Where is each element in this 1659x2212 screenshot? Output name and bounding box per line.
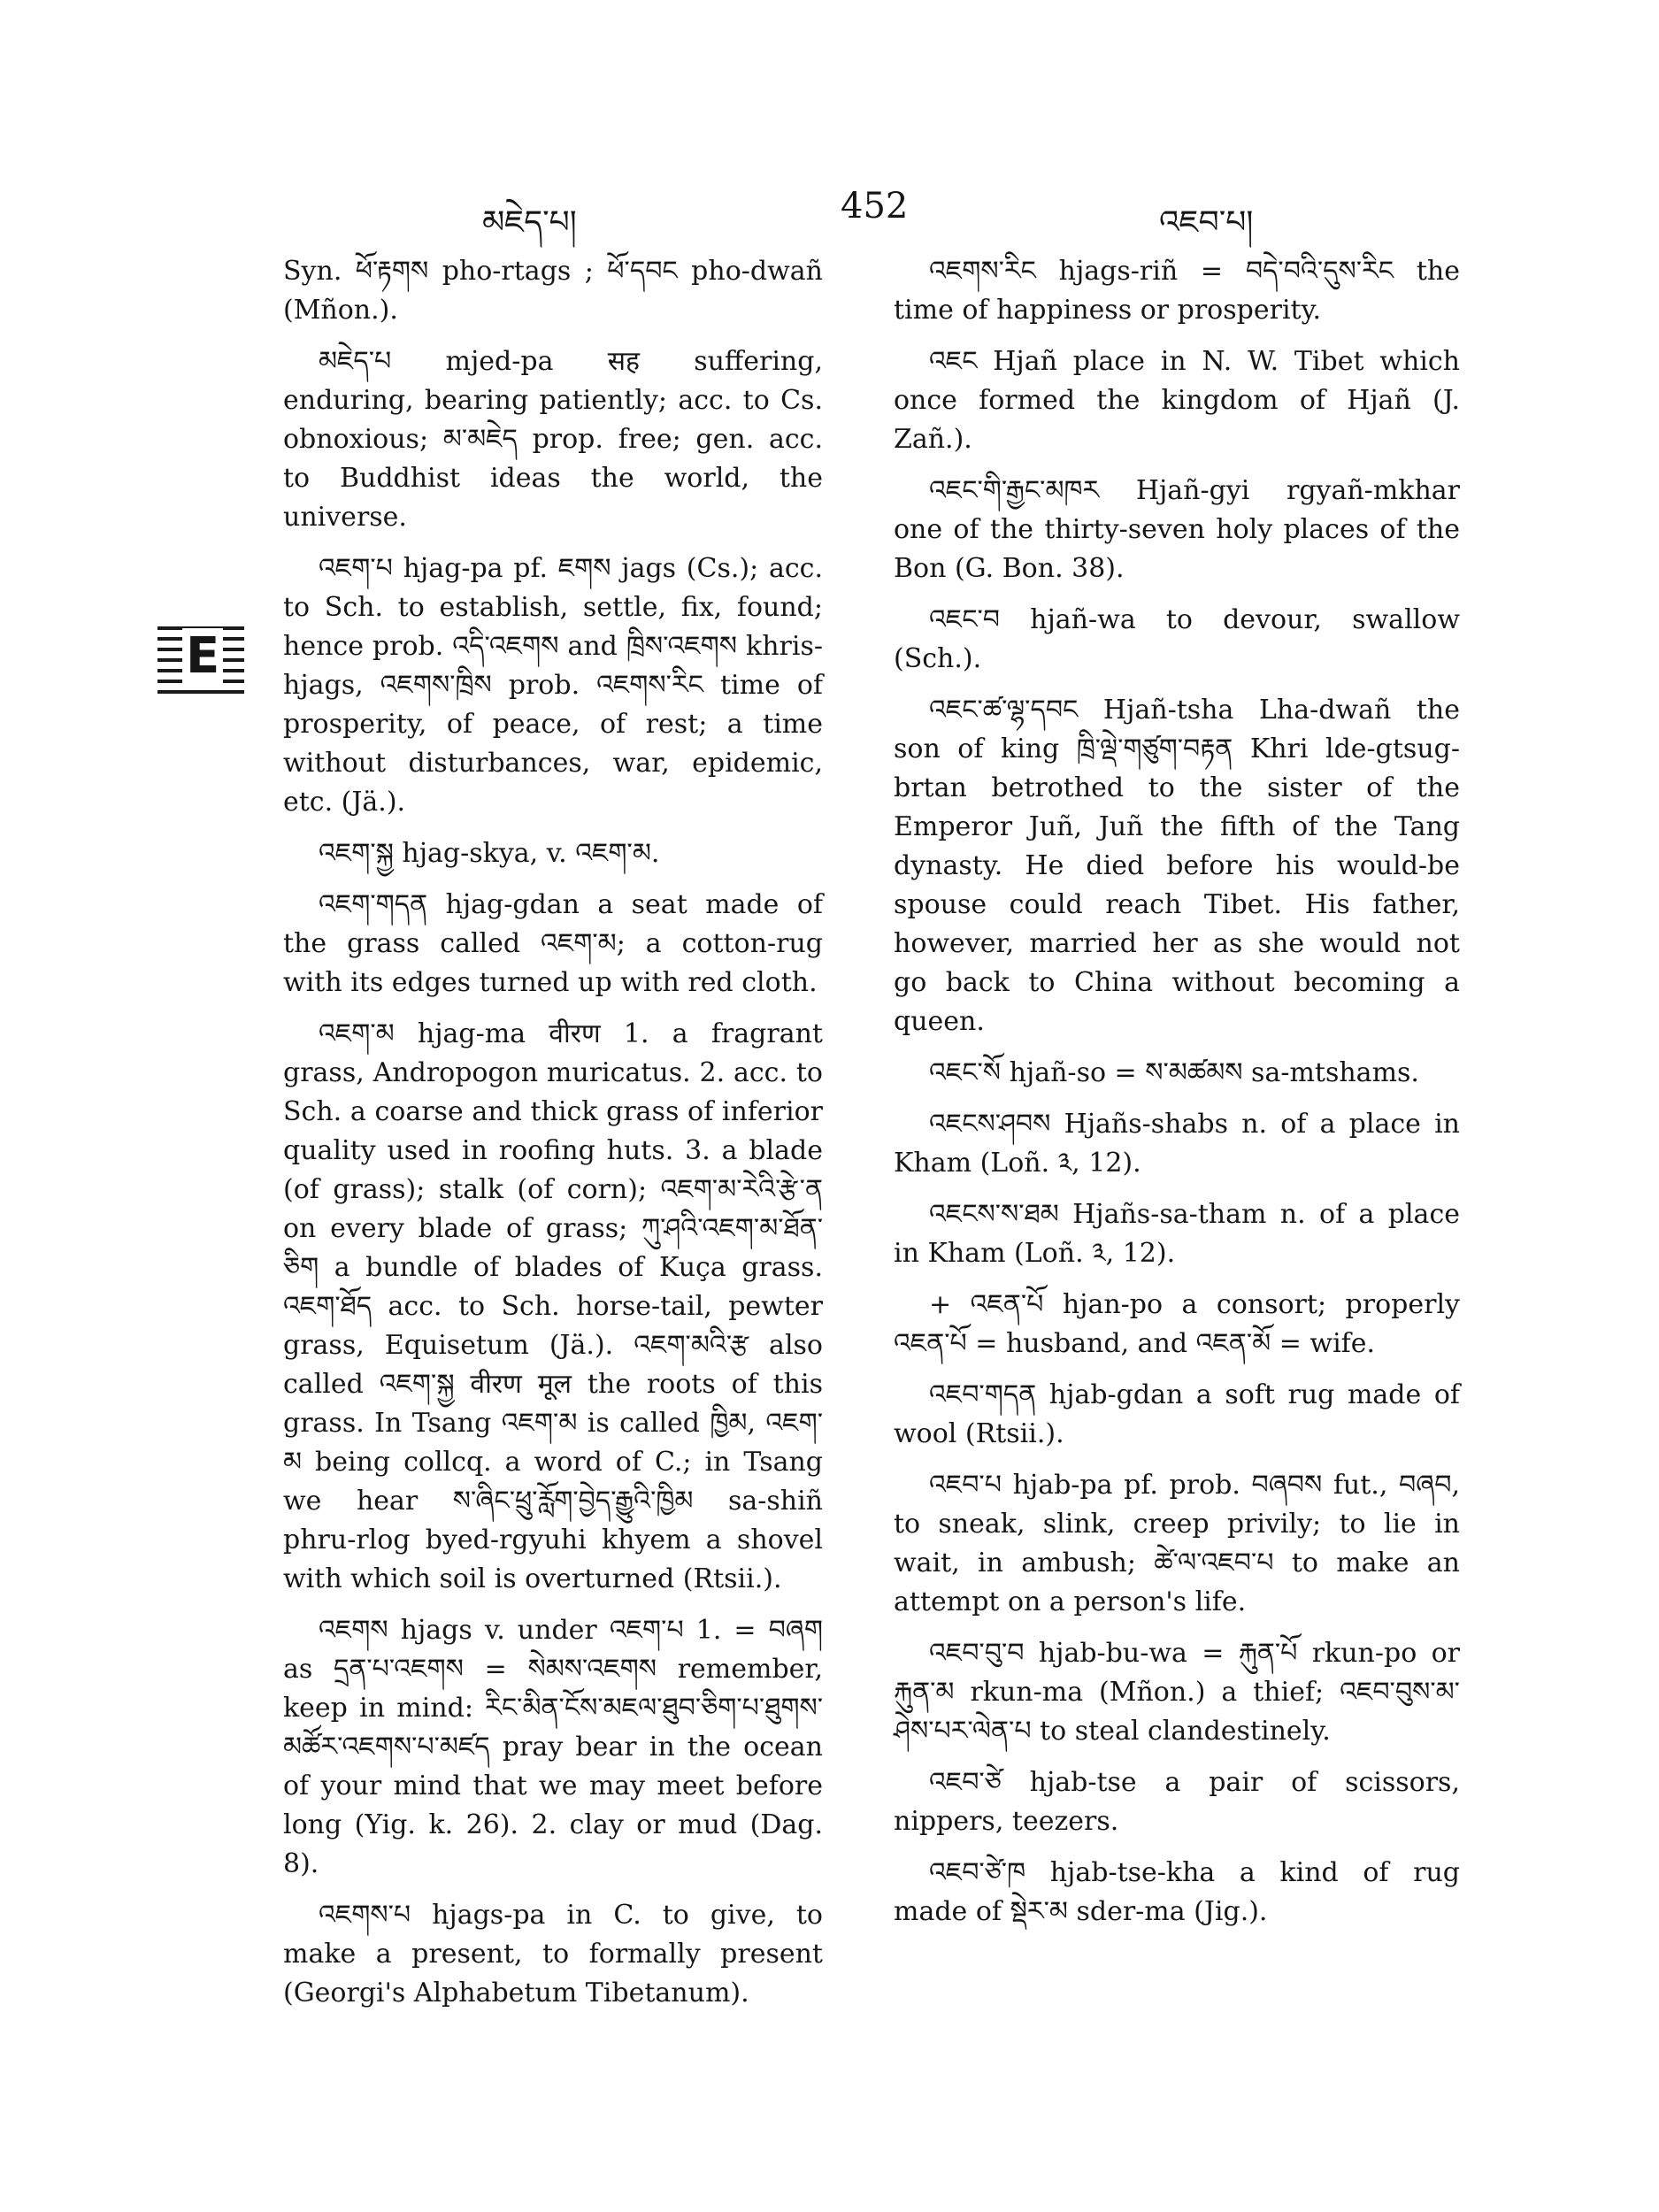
- entry: འཇག་པ hjag-pa pf. ཇགས jags (Cs.); acc. to Sch. to establish, settle, fix, found; hence prob. འདི་འཇགས and ཁྲིས་འཇགས khris-hjags, འཇགས་ཁྲིས prob. འཇགས་རིང time of prosperity, of peace, of rest; a time without disturbances, war, epidemic, etc. (Jä.).: [283, 553, 823, 818]
- entry: འཇང་ཚ་ལྷ་དབང Hjañ-tsha Lha-dwañ the son of king ཁྲི་ལྡེ་གཙུག་བརྟན Khri lde-gtsug-brtan betrothed to the sister of the Emperor Juñ, Juñ the fifth of the Tang dynasty. He died before his would-be spouse could reach Tibet. His father, however, married her as she would not go back to China without becoming a queen.: [894, 695, 1460, 1037]
- entry: མཇེད་པ mjed-pa सह suffering, enduring, bearing patiently; acc. to Cs. obnoxious; མ་མཇེད prop. free; gen. acc. to Buddhist ideas the world, the universe.: [283, 346, 823, 533]
- entry: འཇངས་ཤབས Hjañs-shabs n. of a place in Kham (Loñ. ༣, 12).: [894, 1109, 1460, 1179]
- entry: + འཇན་པོ hjan-po a consort; properly འཇན་པོ = husband, and འཇན་མོ = wife.: [894, 1289, 1460, 1359]
- entry: འཇབ་བུ་བ hjab-bu-wa = རྐུན་པོ rkun-po or རྐུན་མ rkun-ma (Mñon.) a thief; འཇབ་བུས་མ་ཤེས་པར་ལེན་པ to steal clandestinely.: [894, 1638, 1460, 1747]
- right-column: [894, 252, 1460, 1944]
- entry: འཇང Hjañ place in N. W. Tibet which once formed the kingdom of Hjañ (J. Zañ.).: [894, 346, 1460, 455]
- left-column: [283, 252, 823, 2025]
- entry: འཇགས་རིང hjags-riñ = བདེ་བའི་དུས་རིང the time of happiness or prosperity.: [894, 256, 1460, 326]
- header-right-word: འཇབ་པ།: [1159, 204, 1254, 241]
- entry: འཇབ་ཙེ hjab-tse a pair of scissors, nippers, teezers.: [894, 1767, 1460, 1837]
- entry: འཇངས་ས་ཐམ Hjañs-sa-tham n. of a place in Kham (Loñ. ༣, 12).: [894, 1199, 1460, 1269]
- entry: འཇག་མ hjag-ma वीरण 1. a fragrant grass, Andropogon muricatus. 2. acc. to Sch. a coarse and thick grass of inferior quality used in roofing huts. 3. a blade (of grass); stalk (of corn); འཇག་མ་རེའི་རྩེ་ན on every blade of grass; ཀུ་ཤའི་འཇག་མ་ཐོན་ཅིག a bundle of blades of Kuça grass. འཇག་ཐོད acc. to Sch. horse-tail, pewter grass, Equisetum (Jä.). འཇག་མའི་རྩ also called འཇག་སྐྱ वीरण मूल the roots of this grass. In Tsang འཇག་མ is called ཁྱིམ, འཇག་མ being collcq. a word of C.; in Tsang we hear ས་ཞིང་ཕྲུ་རློག་བྱེད་རྒྱུའི་ཁྱིམ sa-shiñ phru-rlog byed-rgyuhi khyem a shovel with which soil is overturned (Rtsii.).: [283, 1018, 823, 1594]
- marker-letter: E: [182, 628, 223, 685]
- section-marker: [157, 619, 244, 697]
- entry: འཇང་སོ hjañ-so = ས་མཚམས sa-mtshams.: [929, 1057, 1419, 1088]
- entry: འཇག་སྐྱ hjag-skya, v. འཇག་མ.: [319, 838, 660, 869]
- entry: Syn. ཕོ་རྟགས pho-rtags ; ཕོ་དབང pho-dwañ (Mñon.).: [283, 256, 823, 326]
- entry: འཇགས་པ hjags-pa in C. to give, to make a present, to formally present (Georgi's Alphabetum Tibetanum).: [283, 1900, 823, 2008]
- entry: འཇང་གི་རྒྱང་མཁར Hjañ-gyi rgyañ-mkhar one of the thirty-seven holy places of the Bon (G. Bon. 38).: [894, 475, 1460, 584]
- entry: འཇང་བ hjañ-wa to devour, swallow (Sch.).: [894, 604, 1460, 674]
- header-left-word: མཇེད་པ།: [482, 204, 577, 241]
- entry: འཇབ་གདན hjab-gdan a soft rug made of wool (Rtsii.).: [894, 1379, 1460, 1449]
- entry: འཇགས hjags v. under འཇག་པ 1. = བཞག as དྲན་པ་འཇགས = སེམས་འཇགས remember, keep in mind: རིང་མིན་ངོས་མཇལ་ཐུབ་ཅིག་པ་ཐུགས་མཚོར་འཇགས་པ་མཛད pray bear in the ocean of your mind that we may meet before long (Yig. k. 26). 2. clay or mud (Dag. 8).: [283, 1615, 823, 1879]
- entry: འཇབ་ཙེ་ཁ hjab-tse-kha a kind of rug made of སྡེར་མ sder-ma (Jig.).: [894, 1857, 1460, 1927]
- page-header: [0, 186, 1659, 239]
- entry: འཇག་གདན hjag-gdan a seat made of the grass called འཇག་མ; a cotton-rug with its edges turned up with red cloth.: [283, 889, 823, 998]
- page-number: 452: [841, 186, 909, 227]
- entry: འཇབ་པ hjab-pa pf. prob. བཞབས fut., བཞབ, to sneak, slink, creep privily; to lie in wait, in ambush; ཚེ་ལ་འཇབ་པ to make an attempt on a person's life.: [894, 1470, 1460, 1617]
